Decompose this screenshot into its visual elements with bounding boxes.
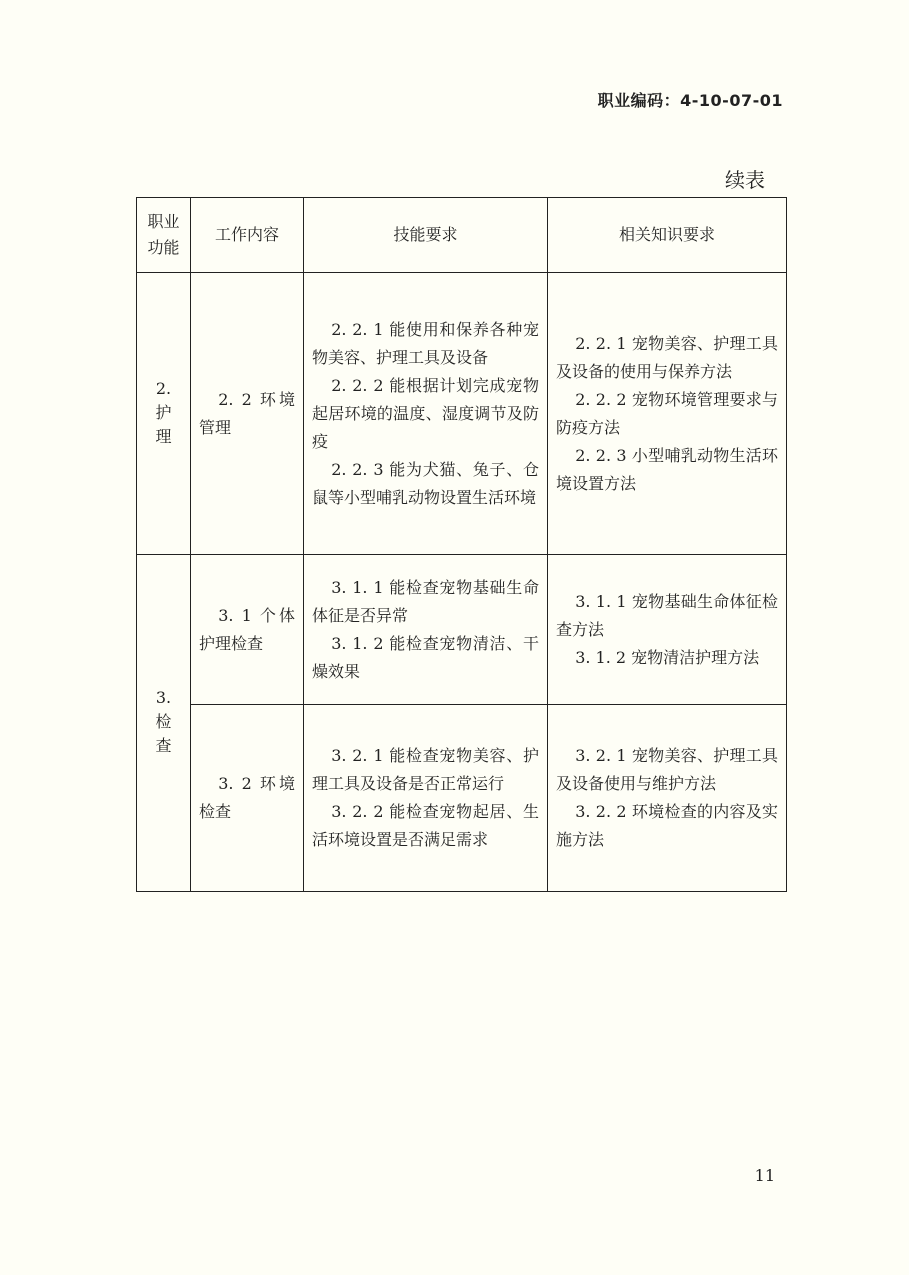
content-cell <box>191 273 304 555</box>
skill-item: 3. 1. 1 能检查宠物基础生命体征是否异常 <box>312 577 539 625</box>
knowledge-item: 3. 2. 2 环境检查的内容及实施方法 <box>556 802 778 849</box>
content-text: 3. 1 个体护理检查 <box>199 605 295 653</box>
header-function-text: 职业 功能 <box>147 211 180 257</box>
header-row <box>137 198 787 273</box>
knowledge-item: 3. 1. 1 宠物基础生命体征检查方法 <box>556 591 778 639</box>
table-row <box>137 555 787 705</box>
table-row <box>137 273 787 555</box>
requirements-table <box>136 197 787 892</box>
content-text: 3. 2 环境检查 <box>199 774 295 821</box>
content-text: 2. 2 环境管理 <box>199 389 295 437</box>
knowledge-item: 2. 2. 2 宠物环境管理要求与防疫方法 <box>556 389 778 437</box>
skill-item: 3. 2. 2 能检查宠物起居、生活环境设置是否满足需求 <box>312 802 539 849</box>
knowledge-item: 2. 2. 1 宠物美容、护理工具及设备的使用与保养方法 <box>556 333 778 381</box>
skill-item: 3. 2. 1 能检查宠物美容、护理工具及设备是否正常运行 <box>312 746 539 793</box>
skill-item: 3. 1. 2 能检查宠物清洁、干燥效果 <box>312 633 539 681</box>
header-skills: 技能要求 <box>304 198 548 273</box>
skill-item: 2. 2. 3 能为犬猫、兔子、仓鼠等小型哺乳动物设置生活环境 <box>312 459 539 507</box>
skill-item: 2. 2. 1 能使用和保养各种宠物美容、护理工具及设备 <box>312 319 539 367</box>
knowledge-cell <box>548 273 787 555</box>
content-cell <box>191 555 304 705</box>
function-cell <box>137 555 191 892</box>
knowledge-cell <box>548 555 787 705</box>
table-row <box>137 705 787 892</box>
knowledge-item: 3. 1. 2 宠物清洁护理方法 <box>575 647 760 667</box>
skills-cell <box>304 705 548 892</box>
continued-label: 续表 <box>725 168 765 192</box>
knowledge-item: 3. 2. 1 宠物美容、护理工具及设备使用与维护方法 <box>556 746 778 793</box>
function-text: 3. 检 查 <box>155 688 172 755</box>
header-knowledge: 相关知识要求 <box>548 198 787 273</box>
skill-item: 2. 2. 2 能根据计划完成宠物起居环境的温度、湿度调节及防疫 <box>312 375 539 451</box>
function-cell <box>137 273 191 555</box>
page-number: 11 <box>754 1166 775 1185</box>
knowledge-cell <box>548 705 787 892</box>
header-function <box>137 198 191 273</box>
occupation-code: 职业编码：4-10-07-01 <box>597 91 783 110</box>
function-text: 2. 护 理 <box>155 378 172 446</box>
skills-cell <box>304 555 548 705</box>
knowledge-item: 2. 2. 3 小型哺乳动物生活环境设置方法 <box>556 445 778 493</box>
skills-cell <box>304 273 548 555</box>
content-cell <box>191 705 304 892</box>
header-content: 工作内容 <box>191 198 304 273</box>
